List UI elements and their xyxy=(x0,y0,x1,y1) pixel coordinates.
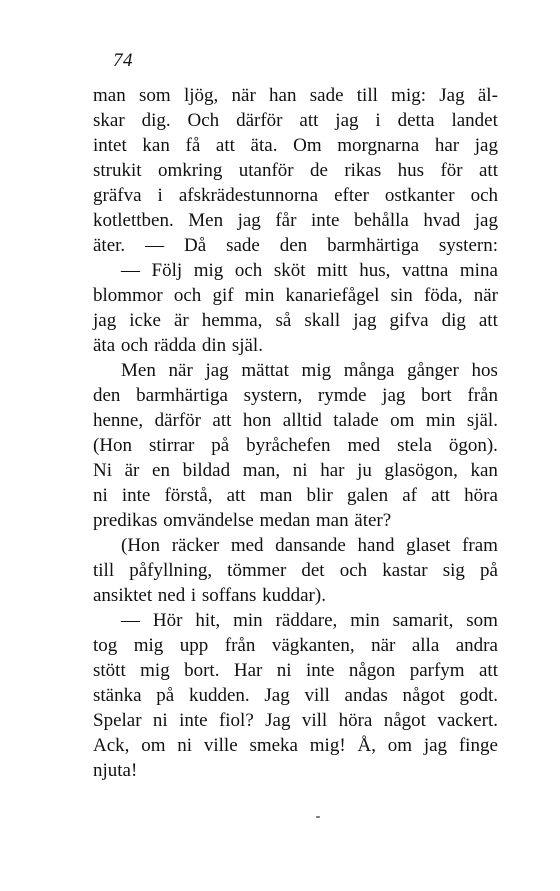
word: på xyxy=(479,560,498,581)
word: mig xyxy=(301,360,332,381)
word: jag xyxy=(474,135,498,156)
word: din xyxy=(201,335,227,356)
word: i xyxy=(157,185,163,206)
word: jag xyxy=(353,310,377,331)
word: själ. xyxy=(231,335,263,356)
word: galen xyxy=(346,485,389,506)
word: jag xyxy=(335,110,359,131)
word: att xyxy=(212,410,232,431)
word: gräfva xyxy=(93,185,142,206)
text-line xyxy=(93,308,498,333)
word: med xyxy=(230,535,264,556)
body-text xyxy=(93,83,498,783)
word: höra xyxy=(464,485,498,506)
word: skar xyxy=(93,110,125,131)
text-line xyxy=(93,608,498,633)
text-line xyxy=(93,758,498,783)
word: Men xyxy=(121,360,156,381)
word: hvad xyxy=(423,210,461,231)
word: ni xyxy=(292,460,308,481)
word: mitt xyxy=(317,260,348,281)
word: Då xyxy=(184,235,207,256)
word: min xyxy=(425,410,456,431)
word: intet xyxy=(93,135,127,156)
word: mig xyxy=(133,635,164,656)
print-speck xyxy=(316,816,320,818)
word: fiol? xyxy=(218,710,254,731)
word: man xyxy=(93,85,126,106)
word: till xyxy=(356,85,378,106)
word: ögon). xyxy=(448,435,498,456)
word: stirrar xyxy=(148,435,195,456)
word: Jag xyxy=(265,710,291,731)
word: kan xyxy=(470,460,498,481)
word: ni xyxy=(93,485,108,506)
word: tömmer xyxy=(227,560,287,581)
word: behålla xyxy=(353,210,409,231)
word: alltid xyxy=(282,410,322,431)
word: när xyxy=(473,285,498,306)
word: jag xyxy=(93,310,117,331)
word: rikas xyxy=(344,160,382,181)
word: tog xyxy=(93,635,118,656)
word: utanför xyxy=(238,160,294,181)
word: — xyxy=(121,610,140,631)
word: smeka xyxy=(249,735,298,756)
word: parfym xyxy=(409,660,465,681)
word: ansiktet xyxy=(93,585,153,606)
text-line xyxy=(93,133,498,158)
word: jag xyxy=(237,210,261,231)
word: inte xyxy=(179,710,208,731)
word: (Hon xyxy=(93,435,133,456)
word: glasögon, xyxy=(384,460,458,481)
word: dansande xyxy=(275,535,346,556)
text-line xyxy=(93,683,498,708)
word: äter? xyxy=(354,510,392,531)
word: rymde xyxy=(317,385,367,406)
word: att xyxy=(215,135,235,156)
text-line xyxy=(93,583,498,608)
word: bildad xyxy=(182,460,231,481)
word: ju xyxy=(357,460,372,481)
word: gif xyxy=(212,285,234,306)
text-line xyxy=(93,483,498,508)
word: sin xyxy=(390,285,413,306)
text-line xyxy=(93,508,498,533)
word: så xyxy=(275,310,292,331)
word: har xyxy=(320,460,345,481)
word: jag xyxy=(474,210,498,231)
word: får xyxy=(275,210,297,231)
word: mig xyxy=(193,260,224,281)
text-line xyxy=(93,333,498,358)
word: inte xyxy=(305,660,335,681)
word: morgnarna xyxy=(337,135,420,156)
text-line xyxy=(93,658,498,683)
word: systern: xyxy=(438,235,498,256)
word: afskrädestunnorna xyxy=(178,185,319,206)
word: Å, xyxy=(357,735,376,756)
word: min xyxy=(244,285,275,306)
text-line xyxy=(93,108,498,133)
word: om xyxy=(141,735,166,756)
word: ned xyxy=(157,585,186,606)
word: räcker xyxy=(171,535,220,556)
word: från xyxy=(467,385,498,406)
word: sköt xyxy=(273,260,306,281)
word: som xyxy=(138,85,171,106)
word: äter. xyxy=(93,235,126,256)
word: soffans xyxy=(201,585,257,606)
word: mina xyxy=(459,260,498,281)
word: till xyxy=(93,560,115,581)
word: Spelar xyxy=(93,710,142,731)
word: — xyxy=(121,260,140,281)
word: och xyxy=(173,285,202,306)
word: därför xyxy=(236,110,283,131)
word: de xyxy=(310,160,328,181)
word: att xyxy=(226,485,246,506)
word: gånger xyxy=(407,360,459,381)
word: godt. xyxy=(459,685,498,706)
word: ostkanter xyxy=(384,185,455,206)
word: njuta! xyxy=(93,760,138,781)
word: ni xyxy=(152,710,168,731)
word: vackert. xyxy=(437,710,498,731)
word: samarit, xyxy=(392,610,454,631)
word: andra xyxy=(455,635,498,656)
word: inte xyxy=(310,210,340,231)
word: mig: xyxy=(391,85,427,106)
word: något xyxy=(383,710,426,731)
word: finge xyxy=(458,735,498,756)
word: sig xyxy=(442,560,465,581)
word: stänka xyxy=(93,685,142,706)
word: ljög, xyxy=(183,85,219,106)
word: föda, xyxy=(423,285,463,306)
text-line xyxy=(93,358,498,383)
word: alla xyxy=(411,635,440,656)
word: barmhärtiga xyxy=(136,385,228,406)
word: om xyxy=(390,410,415,431)
word: och xyxy=(120,335,149,356)
word: jag xyxy=(382,385,406,406)
word: kotlettben. xyxy=(93,210,174,231)
word: sade xyxy=(226,235,260,256)
word: glaset xyxy=(406,535,451,556)
text-line xyxy=(93,558,498,583)
text-line xyxy=(93,83,498,108)
text-line xyxy=(93,408,498,433)
word: äta. xyxy=(250,135,278,156)
text-line xyxy=(93,283,498,308)
word: att xyxy=(431,485,451,506)
word: vill xyxy=(301,710,328,731)
word: och xyxy=(234,260,263,281)
word: vägkanten, xyxy=(271,635,355,656)
word: på xyxy=(211,435,230,456)
word: man, xyxy=(242,460,281,481)
word: man xyxy=(315,510,349,531)
word: kastar xyxy=(382,560,428,581)
word: Men xyxy=(188,210,224,231)
word: predikas xyxy=(93,510,158,531)
word: systern, xyxy=(243,385,303,406)
word: att xyxy=(478,660,498,681)
word: jag xyxy=(423,735,448,756)
word: förstå, xyxy=(164,485,213,506)
word: är xyxy=(173,310,189,331)
word: ni xyxy=(177,735,193,756)
word: blir xyxy=(306,485,333,506)
word: bort. xyxy=(184,660,220,681)
word: och xyxy=(339,560,368,581)
text-line xyxy=(93,708,498,733)
word: den xyxy=(93,385,121,406)
word: stela xyxy=(397,435,432,456)
word: det xyxy=(301,560,325,581)
text-line xyxy=(93,158,498,183)
word: därför xyxy=(154,410,201,431)
word: rädda xyxy=(153,335,197,356)
word: själ. xyxy=(466,410,498,431)
word: omvändelse xyxy=(163,510,254,531)
word: detta xyxy=(397,110,435,131)
text-line xyxy=(93,533,498,558)
word: sade xyxy=(309,85,344,106)
word: barmhärtiga xyxy=(327,235,419,256)
word: äta xyxy=(93,335,116,356)
word: skall xyxy=(304,310,341,331)
word: höra xyxy=(338,710,373,731)
word: Ack, xyxy=(93,735,130,756)
text-line xyxy=(93,733,498,758)
word: mig xyxy=(140,660,170,681)
word: få xyxy=(185,135,201,156)
page-number: 74 xyxy=(113,50,133,71)
word: gifva xyxy=(389,310,429,331)
word: stött xyxy=(93,660,126,681)
text-line xyxy=(93,208,498,233)
word: någon xyxy=(348,660,396,681)
word: äl- xyxy=(477,85,498,106)
word: en xyxy=(152,460,170,481)
word: vattna xyxy=(401,260,449,281)
word: i xyxy=(375,110,381,131)
word: icke xyxy=(129,310,161,331)
word: min xyxy=(350,610,380,631)
text-line xyxy=(93,258,498,283)
text-line xyxy=(93,183,498,208)
word: fram xyxy=(462,535,498,556)
word: den xyxy=(279,235,308,256)
word: henne, xyxy=(93,410,144,431)
word: när xyxy=(168,360,193,381)
word: blommor xyxy=(93,285,163,306)
word: ville xyxy=(203,735,238,756)
word: hus xyxy=(397,160,425,181)
word: Jag xyxy=(264,685,290,706)
word: när xyxy=(371,635,396,656)
word: att xyxy=(478,310,498,331)
word: kuddar). xyxy=(262,585,326,606)
word: kudden. xyxy=(188,685,250,706)
word: Om xyxy=(293,135,322,156)
word: i xyxy=(190,585,197,606)
word: Och xyxy=(187,110,220,131)
word: upp xyxy=(179,635,209,656)
word: hemma, xyxy=(201,310,263,331)
word: Jag xyxy=(439,85,465,106)
word: byråchefen xyxy=(246,435,331,456)
word: bort xyxy=(421,385,452,406)
text-line xyxy=(93,633,498,658)
word: att xyxy=(479,160,498,181)
word: hus, xyxy=(359,260,391,281)
word: kanariefågel xyxy=(285,285,380,306)
word: från xyxy=(224,635,256,656)
word: hand xyxy=(357,535,395,556)
word: efter xyxy=(334,185,369,206)
word: när xyxy=(231,85,256,106)
word: han xyxy=(269,85,297,106)
word: (Hon xyxy=(121,535,161,556)
word: att xyxy=(299,110,319,131)
word: medan xyxy=(259,510,311,531)
word: omkring xyxy=(157,160,223,181)
word: för xyxy=(440,160,463,181)
word: med xyxy=(347,435,381,456)
word: något xyxy=(402,685,445,706)
word: jag xyxy=(205,360,229,381)
word: Hör xyxy=(152,610,183,631)
word: påfyllning, xyxy=(129,560,213,581)
word: — xyxy=(145,235,165,256)
word: hos xyxy=(471,360,498,381)
word: Ni xyxy=(93,460,112,481)
word: om xyxy=(387,735,413,756)
word: mättat xyxy=(241,360,289,381)
text-line xyxy=(93,233,498,258)
text-line xyxy=(93,458,498,483)
word: hon xyxy=(242,410,272,431)
word: många xyxy=(343,360,395,381)
word: Följ xyxy=(151,260,183,281)
word: dig. xyxy=(141,110,171,131)
word: min xyxy=(233,610,263,631)
text-line xyxy=(93,433,498,458)
word: hit, xyxy=(195,610,221,631)
text-line xyxy=(93,383,498,408)
word: andas xyxy=(344,685,388,706)
word: strukit xyxy=(93,160,142,181)
word: som xyxy=(466,610,498,631)
word: Har xyxy=(233,660,263,681)
word: kan xyxy=(142,135,170,156)
word: landet xyxy=(451,110,498,131)
word: dig xyxy=(441,310,466,331)
word: räddare, xyxy=(275,610,338,631)
word: vill xyxy=(304,685,330,706)
word: och xyxy=(470,185,498,206)
word: ni xyxy=(276,660,292,681)
word: är xyxy=(124,460,140,481)
word: inte xyxy=(121,485,151,506)
word: mig! xyxy=(309,735,346,756)
word: man xyxy=(259,485,293,506)
word: på xyxy=(156,685,175,706)
word: af xyxy=(402,485,417,506)
word: har xyxy=(434,135,460,156)
word: talade xyxy=(333,410,379,431)
